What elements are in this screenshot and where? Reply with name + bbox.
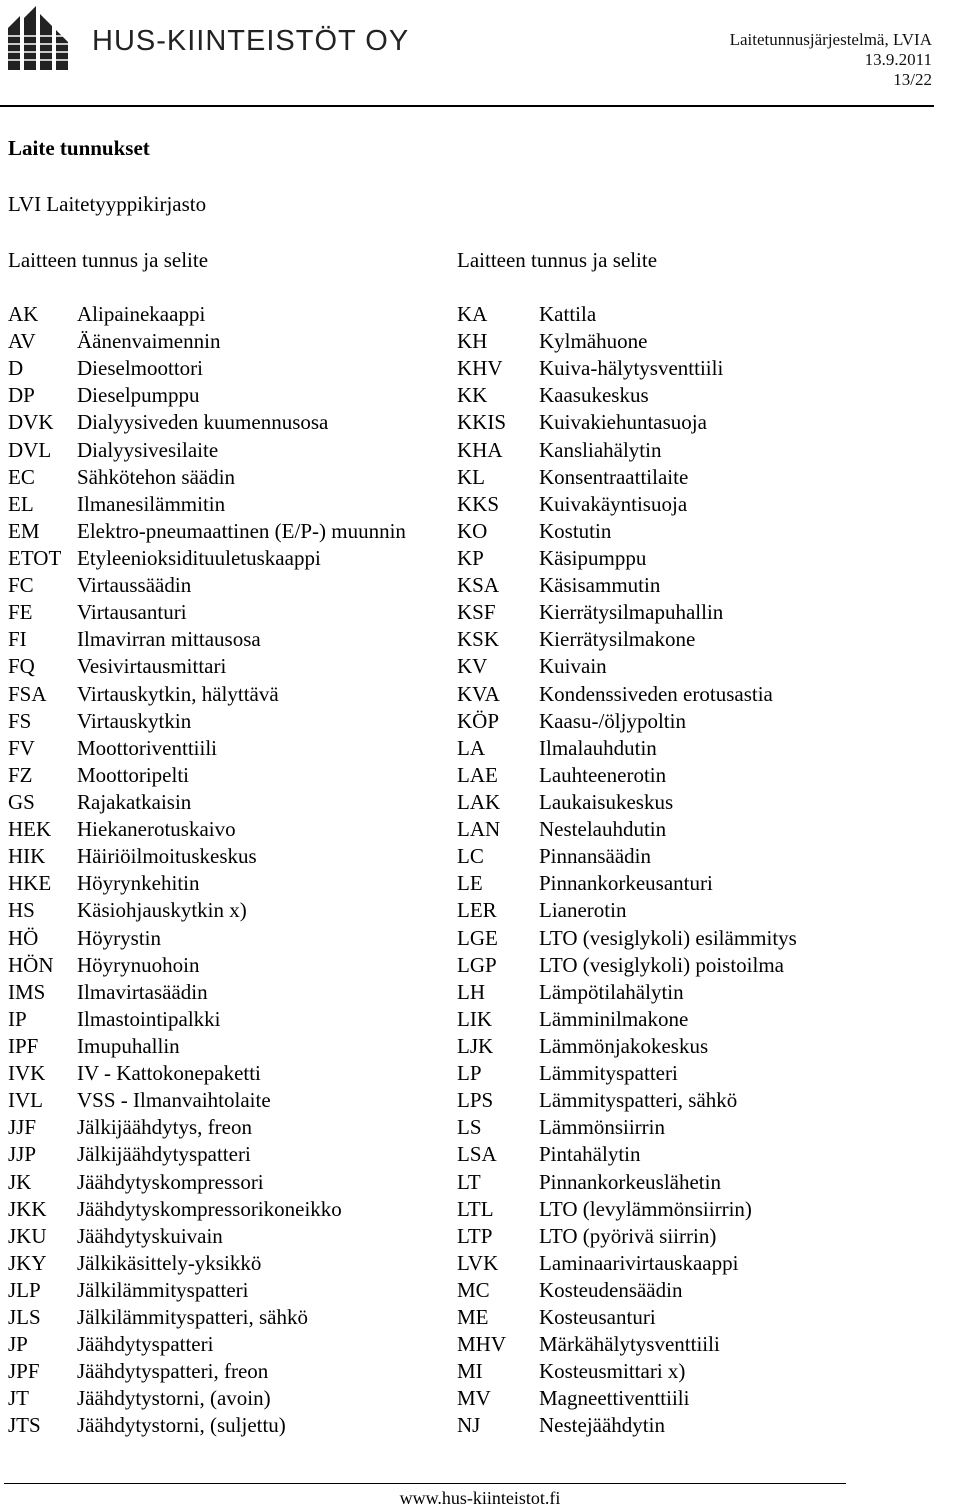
device-code: HÖ <box>8 925 39 950</box>
device-code: LH <box>457 979 485 1004</box>
list-item <box>457 1114 937 1141</box>
device-description: Jäähdytyspatteri <box>77 1332 214 1357</box>
device-description: Imupuhallin <box>77 1033 180 1058</box>
list-item <box>457 1412 937 1439</box>
device-description: Jälkijäähdytys, freon <box>77 1115 252 1140</box>
device-code: KHV <box>457 356 503 381</box>
list-item <box>8 437 448 464</box>
list-item <box>457 1033 937 1060</box>
device-code: MV <box>457 1386 491 1411</box>
device-description: LTO (pyörivä siirrin) <box>539 1223 717 1248</box>
device-description: Lämmönjakokeskus <box>539 1033 709 1058</box>
list-item <box>8 1304 448 1331</box>
list-item <box>8 681 448 708</box>
device-description: LTO (levylämmönsiirrin) <box>539 1196 752 1221</box>
device-code: JKY <box>8 1250 47 1275</box>
list-item <box>8 979 448 1006</box>
device-code: KVA <box>457 681 500 706</box>
section-subtitle: LVI Laitetyyppikirjasto <box>8 192 207 216</box>
list-item <box>457 518 937 545</box>
device-code: IVK <box>8 1061 46 1086</box>
document-title: Laitetunnusjärjestelmä, LVIA <box>729 30 932 49</box>
device-description: Dieselmoottori <box>77 356 203 381</box>
device-code: D <box>8 356 24 381</box>
device-description: Ilmavirtasäädin <box>77 979 208 1004</box>
list-item <box>8 925 448 952</box>
company-logo <box>4 4 409 74</box>
device-code: KA <box>457 302 488 326</box>
list-item <box>457 1087 937 1114</box>
device-code: JKK <box>8 1196 47 1221</box>
list-item <box>457 1358 937 1385</box>
list-item <box>8 464 448 491</box>
device-description: Pinnankorkeuslähetin <box>539 1169 721 1194</box>
device-description: Lämmityspatteri, sähkö <box>539 1088 738 1113</box>
document-date: 13.9.2011 <box>864 50 932 69</box>
device-code: EL <box>8 491 34 516</box>
device-description: Jälkilämmityspatteri <box>77 1277 249 1302</box>
list-item <box>8 843 448 870</box>
list-item <box>8 1060 448 1087</box>
list-item <box>457 1250 937 1277</box>
device-description: Lämpötilahälytin <box>539 979 684 1004</box>
list-item <box>457 897 937 924</box>
device-code: FZ <box>8 762 33 787</box>
list-item <box>8 1331 448 1358</box>
device-description: Konsentraattilaite <box>539 464 689 489</box>
list-item <box>457 382 937 409</box>
device-code: JP <box>8 1332 28 1357</box>
device-description: Dialyysivesilaite <box>77 437 219 462</box>
list-item <box>8 355 448 382</box>
list-item <box>8 599 448 626</box>
device-code: HEK <box>8 817 52 842</box>
device-description: Moottoriventtiili <box>77 735 217 760</box>
device-code: LS <box>457 1115 482 1140</box>
right-column-header: Laitteen tunnus ja selite <box>457 248 658 272</box>
device-description: Laminaarivirtauskaappi <box>539 1250 739 1275</box>
device-code: MC <box>457 1277 490 1302</box>
device-description: Jäähdytyspatteri, freon <box>77 1359 269 1384</box>
device-description: Nestejäähdytin <box>539 1413 665 1438</box>
list-item <box>457 301 937 328</box>
device-description: Kosteusmittari x) <box>539 1359 686 1384</box>
list-item <box>8 1223 448 1250</box>
device-description: Rajakatkaisin <box>77 789 192 814</box>
company-name: HUS-KIINTEISTÖT OY <box>92 24 410 57</box>
device-code: FQ <box>8 654 35 679</box>
device-code: AK <box>8 302 39 326</box>
list-item <box>8 816 448 843</box>
device-description: Kuiva-hälytysventtiili <box>539 356 724 381</box>
device-code: HKE <box>8 871 52 896</box>
device-description: IV - Kattokonepaketti <box>77 1061 261 1086</box>
list-item <box>8 1385 448 1412</box>
device-code: LE <box>457 871 483 896</box>
document-info <box>730 30 932 90</box>
device-description: Virtauskytkin, hälyttävä <box>77 681 279 706</box>
list-item <box>457 545 937 572</box>
device-description: Lianerotin <box>539 898 627 923</box>
device-code: KSK <box>457 627 500 652</box>
device-description: Ilmalauhdutin <box>539 735 657 760</box>
device-description: Höyrynuohoin <box>77 952 200 977</box>
device-code: MHV <box>457 1332 507 1357</box>
device-description: LTO (vesiglykoli) poistoilma <box>539 952 784 977</box>
device-description: Kuivakiehuntasuoja <box>539 410 707 435</box>
device-code: JJP <box>8 1142 37 1167</box>
list-item <box>457 870 937 897</box>
device-code: DVK <box>8 410 54 435</box>
list-item <box>457 1141 937 1168</box>
list-item <box>8 328 448 355</box>
device-description: Kierrätysilmapuhallin <box>539 600 724 625</box>
device-description: Lämminilmakone <box>539 1006 689 1031</box>
list-item <box>457 708 937 735</box>
list-item <box>457 572 937 599</box>
device-code: IPF <box>8 1033 39 1058</box>
list-item <box>8 870 448 897</box>
device-code: KV <box>457 654 488 679</box>
device-description: Alipainekaappi <box>77 302 206 326</box>
device-code: HIK <box>8 844 46 869</box>
device-code: GS <box>8 789 35 814</box>
device-description: Kondenssiveden erotusastia <box>539 681 773 706</box>
device-description: Kuivakäyntisuoja <box>539 491 688 516</box>
device-code: LAK <box>457 789 501 814</box>
list-item <box>457 409 937 436</box>
device-code: LIK <box>457 1006 492 1031</box>
list-item <box>8 1141 448 1168</box>
list-item <box>457 735 937 762</box>
list-item <box>8 897 448 924</box>
list-item <box>8 518 448 545</box>
device-description: Äänenvaimennin <box>77 329 221 354</box>
list-item <box>8 1033 448 1060</box>
device-code: LGP <box>457 952 497 977</box>
device-code: KKS <box>457 491 500 516</box>
list-item <box>8 735 448 762</box>
list-item <box>8 1277 448 1304</box>
list-item <box>457 653 937 680</box>
device-code: MI <box>457 1359 483 1384</box>
list-item <box>8 952 448 979</box>
device-description: Käsisammutin <box>539 573 661 598</box>
device-description: Höyrystin <box>77 925 161 950</box>
list-item <box>8 1250 448 1277</box>
device-code: FI <box>8 627 27 652</box>
list-item <box>8 762 448 789</box>
device-code: KH <box>457 329 488 354</box>
device-code: LPS <box>457 1088 494 1113</box>
device-description: Laukaisukeskus <box>539 789 674 814</box>
device-code: DP <box>8 383 35 408</box>
list-item <box>457 437 937 464</box>
device-code: LC <box>457 844 484 869</box>
device-code: FC <box>8 573 34 598</box>
list-item <box>8 626 448 653</box>
list-item <box>8 789 448 816</box>
device-description: Kuivain <box>539 654 607 679</box>
device-description: Virtausanturi <box>77 600 187 625</box>
device-description: Jäähdytyskompressorikoneikko <box>77 1196 342 1221</box>
list-item <box>457 979 937 1006</box>
device-description: Hiekanerotuskaivo <box>77 817 236 842</box>
device-description: Pintahälytin <box>539 1142 641 1167</box>
device-description: Kierrätysilmakone <box>539 627 696 652</box>
device-description: Höyrynkehitin <box>77 871 200 896</box>
list-item <box>8 301 448 328</box>
device-description: Kaasukeskus <box>539 383 649 408</box>
device-code: LJK <box>457 1033 494 1058</box>
device-description: Ilmastointipalkki <box>77 1006 221 1031</box>
device-description: Jäähdytystorni, (suljettu) <box>77 1413 286 1438</box>
device-description: Märkähälytysventtiili <box>539 1332 720 1357</box>
device-code: KSA <box>457 573 500 598</box>
device-code: LT <box>457 1169 481 1194</box>
device-code: HS <box>8 898 35 923</box>
list-item <box>8 1196 448 1223</box>
list-item <box>8 572 448 599</box>
device-description: Jälkijäähdytyspatteri <box>77 1142 251 1167</box>
header-divider <box>0 105 934 107</box>
device-description: VSS - Ilmanvaihtolaite <box>77 1088 271 1113</box>
device-description: LTO (vesiglykoli) esilämmitys <box>539 925 797 950</box>
list-item <box>8 545 448 572</box>
list-item <box>457 952 937 979</box>
device-code: LGE <box>457 925 498 950</box>
device-description: Virtauskytkin <box>77 708 192 733</box>
section-title: Laite tunnukset <box>8 136 150 160</box>
device-code: LP <box>457 1061 482 1086</box>
list-item <box>8 491 448 518</box>
device-description: Häiriöilmoituskeskus <box>77 844 257 869</box>
device-description: Jälkikäsittely-yksikkö <box>77 1250 262 1275</box>
list-item <box>457 925 937 952</box>
list-item <box>8 1412 448 1439</box>
list-item <box>457 328 937 355</box>
list-item <box>457 626 937 653</box>
list-item <box>457 1223 937 1250</box>
list-item <box>457 1277 937 1304</box>
footer-url[interactable]: www.hus-kiinteistot.fi <box>399 1488 561 1508</box>
list-item <box>8 1087 448 1114</box>
device-description: Kaasu-/öljypoltin <box>539 708 686 733</box>
list-item <box>457 762 937 789</box>
device-code: JLP <box>8 1277 41 1302</box>
device-description: Kosteusanturi <box>539 1305 656 1330</box>
list-item <box>457 599 937 626</box>
device-description: Kansliahälytin <box>539 437 662 462</box>
device-description: Ilmanesilämmitin <box>77 491 226 516</box>
device-code: KL <box>457 464 485 489</box>
device-code: JT <box>8 1386 29 1411</box>
list-item <box>8 653 448 680</box>
list-item <box>457 681 937 708</box>
device-code: ETOT <box>8 545 62 570</box>
list-item <box>8 409 448 436</box>
device-code: LER <box>457 898 497 923</box>
device-code: KÖP <box>457 708 500 733</box>
device-description: Sähkötehon säädin <box>77 464 236 489</box>
device-code: ME <box>457 1305 489 1330</box>
device-description: Kylmähuone <box>539 329 648 354</box>
device-code: LAE <box>457 762 498 787</box>
list-item <box>457 1196 937 1223</box>
device-description: Lämmönsiirrin <box>539 1115 665 1140</box>
device-code: EM <box>8 518 40 543</box>
device-description: Pinnansäädin <box>539 844 651 869</box>
device-description: Moottoripelti <box>77 762 189 787</box>
device-description: Elektro-pneumaattinen (E/P-) muunnin <box>77 518 406 543</box>
device-code: FSA <box>8 681 47 706</box>
list-item <box>8 1114 448 1141</box>
list-item <box>457 464 937 491</box>
device-description: Jälkilämmityspatteri, sähkö <box>77 1305 308 1330</box>
device-code: FV <box>8 735 35 760</box>
device-description: Kattila <box>539 302 597 326</box>
device-description: Dieselpumppu <box>77 383 200 408</box>
device-code: FS <box>8 708 32 733</box>
device-code: IMS <box>8 979 46 1004</box>
device-code: KP <box>457 545 484 570</box>
device-code: JKU <box>8 1223 47 1248</box>
device-code: AV <box>8 329 36 354</box>
device-code: KHA <box>457 437 503 462</box>
device-code: NJ <box>457 1413 481 1438</box>
list-item <box>457 1385 937 1412</box>
list-item <box>8 1006 448 1033</box>
device-code: KO <box>457 518 488 543</box>
device-code: FE <box>8 600 33 625</box>
list-item <box>457 1060 937 1087</box>
right-code-list <box>457 301 937 1440</box>
list-item <box>457 1169 937 1196</box>
device-description: Kostutin <box>539 518 612 543</box>
list-item <box>457 491 937 518</box>
device-code: IP <box>8 1006 27 1031</box>
device-description: Käsipumppu <box>539 545 647 570</box>
footer-divider <box>4 1483 846 1484</box>
device-description: Dialyysiveden kuumennusosa <box>77 410 329 435</box>
list-item <box>457 355 937 382</box>
left-column-header: Laitteen tunnus ja selite <box>8 248 209 272</box>
device-code: HÖN <box>8 952 54 977</box>
list-item <box>457 1304 937 1331</box>
device-description: Käsiohjauskytkin x) <box>77 898 247 923</box>
device-description: Magneettiventtiili <box>539 1386 690 1411</box>
list-item <box>457 843 937 870</box>
list-item <box>8 1358 448 1385</box>
list-item <box>8 1169 448 1196</box>
page-header <box>0 0 960 108</box>
device-code: LAN <box>457 817 501 842</box>
device-description: Jäähdytyskuivain <box>77 1223 223 1248</box>
list-item <box>457 816 937 843</box>
device-code: LVK <box>457 1250 499 1275</box>
device-code: LTL <box>457 1196 494 1221</box>
device-description: Ilmavirran mittausosa <box>77 627 261 652</box>
device-code: IVL <box>8 1088 43 1113</box>
device-description: Vesivirtausmittari <box>77 654 227 679</box>
device-code: JPF <box>8 1359 40 1384</box>
page-number: 13/22 <box>893 70 932 89</box>
device-description: Jäähdytyskompressori <box>77 1169 264 1194</box>
device-code: JK <box>8 1169 32 1194</box>
list-item <box>8 708 448 735</box>
device-description: Lauhteenerotin <box>539 762 667 787</box>
device-description: Virtaussäädin <box>77 573 192 598</box>
device-code: JLS <box>8 1305 41 1330</box>
device-code: LSA <box>457 1142 497 1167</box>
list-item <box>457 1331 937 1358</box>
hus-logo-icon <box>4 6 84 72</box>
device-code: KK <box>457 383 488 408</box>
device-code: KKIS <box>457 410 507 435</box>
list-item <box>457 1006 937 1033</box>
list-item <box>8 382 448 409</box>
device-description: Pinnankorkeusanturi <box>539 871 713 896</box>
device-description: Kosteudensäädin <box>539 1277 683 1302</box>
device-description: Nestelauhdutin <box>539 817 667 842</box>
device-description: Lämmityspatteri <box>539 1061 678 1086</box>
device-code: DVL <box>8 437 52 462</box>
list-item <box>457 789 937 816</box>
device-code: KSF <box>457 600 496 625</box>
device-code: EC <box>8 464 35 489</box>
device-code: JJF <box>8 1115 37 1140</box>
device-code: JTS <box>8 1413 41 1438</box>
device-description: Etyleenioksidituuletuskaappi <box>77 545 321 570</box>
device-description: Jäähdytystorni, (avoin) <box>77 1386 271 1411</box>
device-code: LTP <box>457 1223 493 1248</box>
left-code-list <box>8 301 448 1440</box>
device-code: LA <box>457 735 485 760</box>
